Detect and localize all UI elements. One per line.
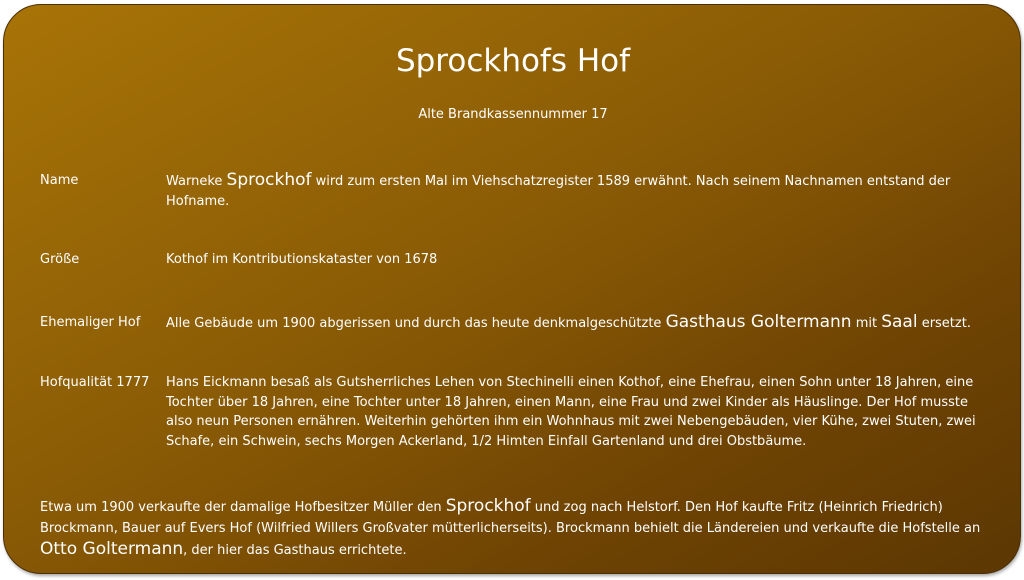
content-panel xyxy=(3,4,1021,574)
row-text: Alle Gebäude um 1900 abgerissen und durch das heute denkmalgeschützte Gasthaus Goltermann mit Saal ersetzt. xyxy=(166,312,971,332)
page-title: Sprockhofs Hof xyxy=(395,43,631,79)
highlight-name: Sprockhof xyxy=(226,170,312,190)
row-label: Name xyxy=(40,173,79,188)
row-text: Kothof im Kontributionskataster von 1678 xyxy=(166,252,438,267)
highlight-sprockhof: Sprockhof xyxy=(445,496,531,516)
row-label: Hofqualität 1777 xyxy=(40,375,150,390)
page-subtitle: Alte Brandkassennummer 17 xyxy=(418,107,608,122)
highlight-saal: Saal xyxy=(881,312,918,332)
row-text: Warneke Sprockhof wird zum ersten Mal im Viehschatzregister 1589 erwähnt. Nach seinem Nachnamen entstand der Hofname. xyxy=(166,170,951,209)
row-label: Größe xyxy=(40,252,80,267)
highlight-goltermann: Otto Goltermann xyxy=(40,539,184,559)
row-label: Ehemaliger Hof xyxy=(40,315,141,330)
highlight-gasthaus: Gasthaus Goltermann xyxy=(665,312,852,332)
row-text: Hans Eickmann besaß als Gutsherrliches Lehen von Stechinelli einen Kothof, eine Ehefrau, einen Sohn unter 18 Jahren, eine Tochter über 18 Jahren, eine Tochter unter 18 Jahren, einen Mann, eine Frau und zwei Kinder als Häuslinge. Der Hof musste also neun Personen ernähren. Weiterhin gehörten ihm ein Wohnhaus mit zwei Nebengebäuden, vier Kühe, zwei Stuten, zwei Schafe, ein Schwein, sechs Morgen Ackerland, 1/2 Himten Einfall Gartenland und drei Obstbäume. xyxy=(166,375,976,449)
history-paragraph: Etwa um 1900 verkaufte der damalige Hofbesitzer Müller den Sprockhof und zog nach Helstorf. Den Hof kaufte Fritz (Heinrich Friedrich) Brockmann, Bauer auf Evers Hof (Wilfried Willers Großvater mütterlicherseits). Brockmann behielt die Ländereien und verkaufte die Hofstelle an Otto Goltermann, der hier das Gasthaus errichtete. xyxy=(40,496,981,559)
